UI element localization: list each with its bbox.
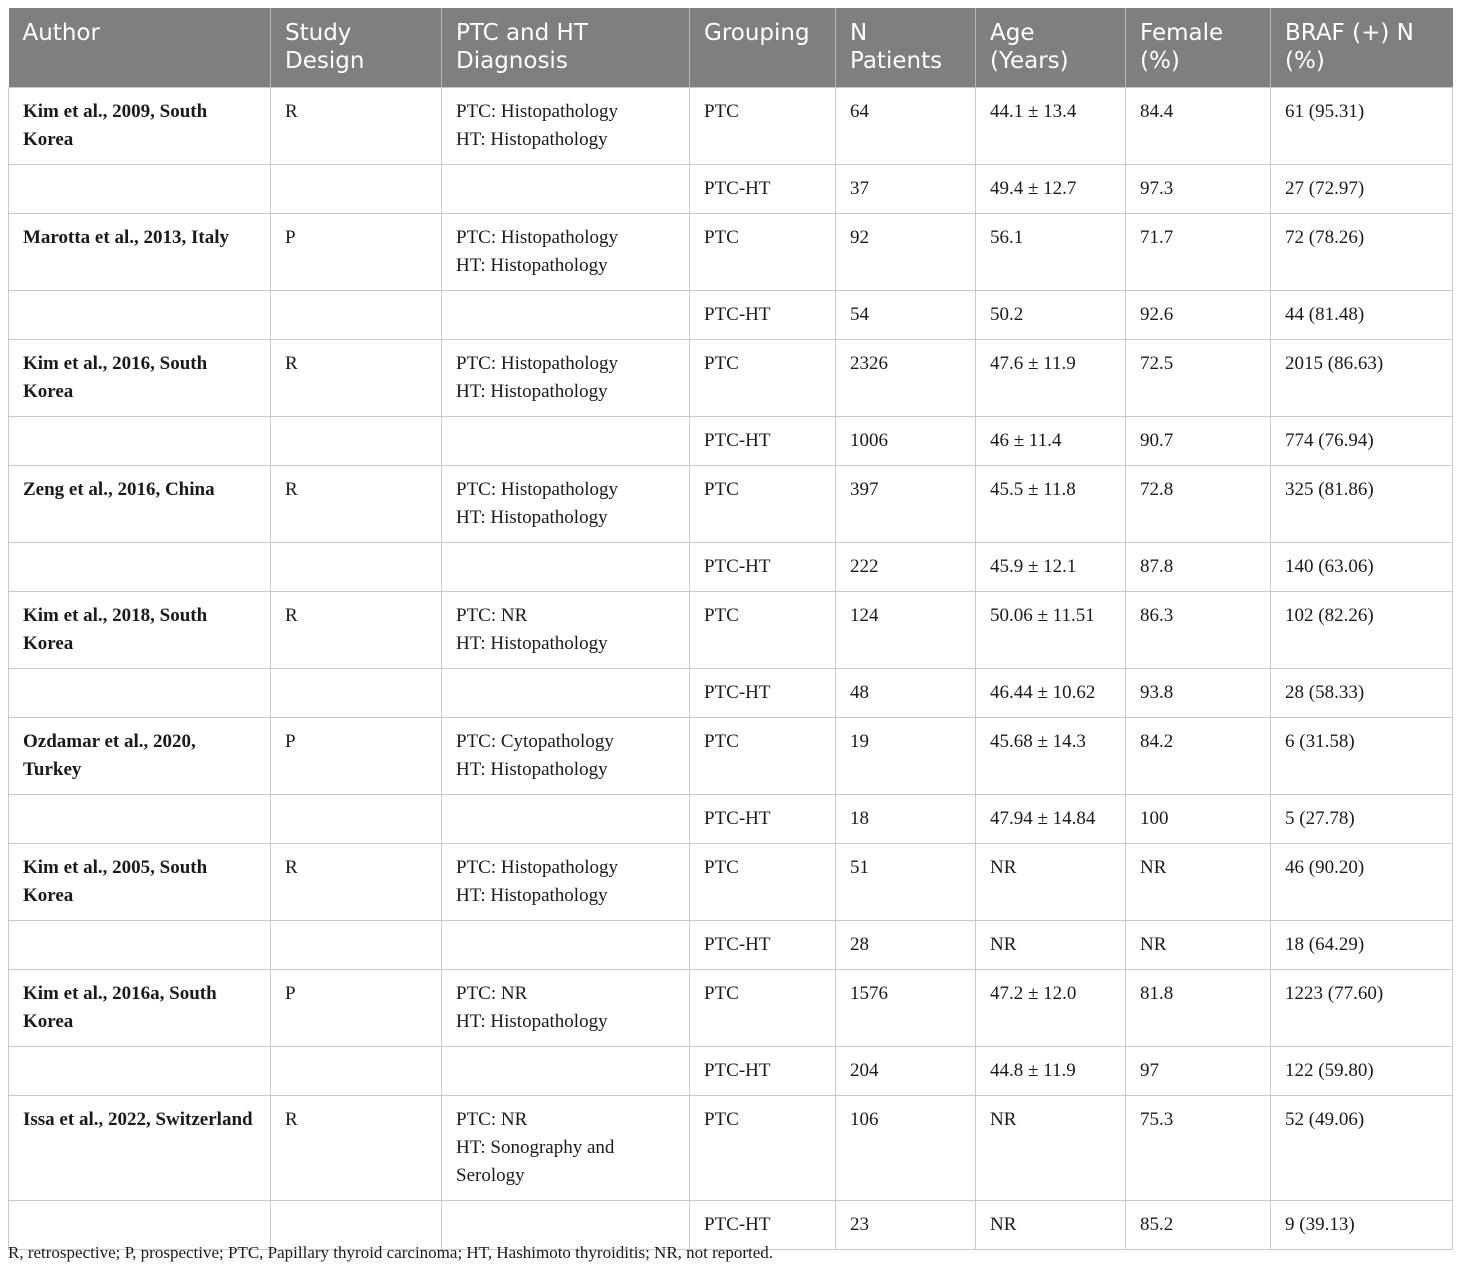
cell-female: 85.2 (1126, 1201, 1271, 1250)
cell-diagnosis (442, 592, 690, 669)
cell-diagnosis (442, 669, 690, 718)
cell-braf: 5 (27.78) (1271, 795, 1453, 844)
cell-n-patients: 23 (836, 1201, 976, 1250)
table-row (9, 795, 1453, 844)
cell-grouping: PTC-HT (690, 165, 836, 214)
cell-author (9, 543, 271, 592)
header-age: Age (Years) (976, 8, 1126, 88)
cell-braf: 122 (59.80) (1271, 1047, 1453, 1096)
cell-age: 46.44 ± 10.62 (976, 669, 1126, 718)
cell-braf: 44 (81.48) (1271, 291, 1453, 340)
cell-author (9, 669, 271, 718)
cell-author: Issa et al., 2022, Switzerland (9, 1096, 271, 1201)
cell-age: NR (976, 1201, 1126, 1250)
cell-study-design (271, 669, 442, 718)
cell-braf: 140 (63.06) (1271, 543, 1453, 592)
cell-diagnosis (442, 543, 690, 592)
cell-author: Kim et al., 2018, South Korea (9, 592, 271, 669)
cell-female: 81.8 (1126, 970, 1271, 1047)
header-braf: BRAF (+) N (%) (1271, 8, 1453, 88)
header-grouping: Grouping (690, 8, 836, 88)
cell-diagnosis (442, 844, 690, 921)
diagnosis-line: PTC: Histopathology (456, 353, 619, 374)
header-diagnosis: PTC and HT Diagnosis (442, 8, 690, 88)
cell-n-patients: 19 (836, 718, 976, 795)
cell-n-patients: 397 (836, 466, 976, 543)
cell-diagnosis (442, 795, 690, 844)
cell-author: Kim et al., 2016, South Korea (9, 340, 271, 417)
table-row (9, 165, 1453, 214)
cell-n-patients: 18 (836, 795, 976, 844)
table-row (9, 340, 1453, 417)
diagnosis-line: HT: Histopathology (456, 381, 608, 402)
cell-age: 50.06 ± 11.51 (976, 592, 1126, 669)
cell-braf: 18 (64.29) (1271, 921, 1453, 970)
cell-female: 97.3 (1126, 165, 1271, 214)
cell-study-design: R (271, 466, 442, 543)
cell-study-design: P (271, 970, 442, 1047)
cell-grouping: PTC-HT (690, 921, 836, 970)
cell-study-design: R (271, 844, 442, 921)
cell-female: 72.5 (1126, 340, 1271, 417)
cell-diagnosis (442, 214, 690, 291)
diagnosis-line: HT: Histopathology (456, 129, 608, 150)
cell-grouping: PTC-HT (690, 291, 836, 340)
cell-author: Ozdamar et al., 2020, Turkey (9, 718, 271, 795)
cell-female: 97 (1126, 1047, 1271, 1096)
cell-grouping: PTC-HT (690, 669, 836, 718)
table-row (9, 1096, 1453, 1201)
cell-grouping: PTC-HT (690, 543, 836, 592)
cell-grouping: PTC (690, 88, 836, 165)
diagnosis-line: PTC: Histopathology (456, 857, 619, 878)
cell-female: NR (1126, 921, 1271, 970)
cell-grouping: PTC-HT (690, 1047, 836, 1096)
cell-female: 92.6 (1126, 291, 1271, 340)
cell-diagnosis (442, 1096, 690, 1201)
cell-female: 86.3 (1126, 592, 1271, 669)
cell-age: NR (976, 844, 1126, 921)
cell-n-patients: 48 (836, 669, 976, 718)
cell-diagnosis (442, 88, 690, 165)
cell-author: Kim et al., 2016a, South Korea (9, 970, 271, 1047)
cell-study-design (271, 543, 442, 592)
diagnosis-line: PTC: Histopathology (456, 101, 619, 122)
cell-female: 75.3 (1126, 1096, 1271, 1201)
table-row (9, 543, 1453, 592)
cell-female: NR (1126, 844, 1271, 921)
cell-age: 50.2 (976, 291, 1126, 340)
cell-n-patients: 204 (836, 1047, 976, 1096)
cell-study-design (271, 165, 442, 214)
table-row (9, 592, 1453, 669)
cell-grouping: PTC (690, 1096, 836, 1201)
cell-study-design: R (271, 592, 442, 669)
cell-grouping: PTC-HT (690, 795, 836, 844)
cell-author: Kim et al., 2009, South Korea (9, 88, 271, 165)
diagnosis-line: PTC: Histopathology (456, 227, 619, 248)
cell-n-patients: 106 (836, 1096, 976, 1201)
cell-diagnosis (442, 165, 690, 214)
cell-age: NR (976, 921, 1126, 970)
diagnosis-line: HT: Sonography and Serology (456, 1137, 615, 1186)
cell-female: 84.4 (1126, 88, 1271, 165)
cell-author (9, 921, 271, 970)
diagnosis-line: HT: Histopathology (456, 1011, 608, 1032)
cell-age: 47.6 ± 11.9 (976, 340, 1126, 417)
cell-author (9, 1047, 271, 1096)
cell-study-design (271, 291, 442, 340)
cell-braf: 28 (58.33) (1271, 669, 1453, 718)
table-row (9, 417, 1453, 466)
cell-grouping: PTC (690, 466, 836, 543)
cell-diagnosis (442, 291, 690, 340)
cell-n-patients: 2326 (836, 340, 976, 417)
cell-author: Kim et al., 2005, South Korea (9, 844, 271, 921)
cell-female: 93.8 (1126, 669, 1271, 718)
cell-age: 47.94 ± 14.84 (976, 795, 1126, 844)
cell-n-patients: 37 (836, 165, 976, 214)
cell-age: 44.1 ± 13.4 (976, 88, 1126, 165)
cell-braf: 2015 (86.63) (1271, 340, 1453, 417)
table-row (9, 88, 1453, 165)
cell-grouping: PTC (690, 718, 836, 795)
cell-braf: 1223 (77.60) (1271, 970, 1453, 1047)
cell-study-design: R (271, 88, 442, 165)
diagnosis-line: HT: Histopathology (456, 507, 608, 528)
cell-author (9, 291, 271, 340)
cell-braf: 9 (39.13) (1271, 1201, 1453, 1250)
table-row (9, 970, 1453, 1047)
cell-grouping: PTC (690, 214, 836, 291)
header-female: Female (%) (1126, 8, 1271, 88)
cell-braf: 102 (82.26) (1271, 592, 1453, 669)
cell-braf: 72 (78.26) (1271, 214, 1453, 291)
cell-age: 46 ± 11.4 (976, 417, 1126, 466)
table-row (9, 669, 1453, 718)
cell-study-design (271, 1047, 442, 1096)
diagnosis-line: PTC: NR (456, 1109, 528, 1130)
cell-grouping: PTC (690, 844, 836, 921)
table-row (9, 466, 1453, 543)
study-characteristics-table-container (8, 8, 1452, 1250)
cell-braf: 6 (31.58) (1271, 718, 1453, 795)
cell-grouping: PTC (690, 970, 836, 1047)
cell-female: 84.2 (1126, 718, 1271, 795)
cell-study-design: P (271, 214, 442, 291)
table-row (9, 214, 1453, 291)
cell-author (9, 795, 271, 844)
diagnosis-line: HT: Histopathology (456, 885, 608, 906)
cell-age: 45.9 ± 12.1 (976, 543, 1126, 592)
cell-n-patients: 64 (836, 88, 976, 165)
cell-diagnosis (442, 1047, 690, 1096)
table-footnote: R, retrospective; P, prospective; PTC, Papillary thyroid carcinoma; HT, Hashimoto thyroiditis; NR, not reported. (8, 1243, 774, 1262)
diagnosis-line: PTC: Cytopathology (456, 731, 614, 752)
diagnosis-line: PTC: NR (456, 605, 528, 626)
cell-braf: 325 (81.86) (1271, 466, 1453, 543)
cell-study-design (271, 795, 442, 844)
cell-age: 49.4 ± 12.7 (976, 165, 1126, 214)
table-row (9, 844, 1453, 921)
diagnosis-line: PTC: NR (456, 983, 528, 1004)
table-body (9, 88, 1453, 1250)
table-row (9, 1047, 1453, 1096)
cell-author (9, 165, 271, 214)
cell-author: Marotta et al., 2013, Italy (9, 214, 271, 291)
cell-age: 47.2 ± 12.0 (976, 970, 1126, 1047)
cell-n-patients: 54 (836, 291, 976, 340)
cell-braf: 27 (72.97) (1271, 165, 1453, 214)
diagnosis-line: HT: Histopathology (456, 255, 608, 276)
cell-braf: 774 (76.94) (1271, 417, 1453, 466)
cell-diagnosis (442, 921, 690, 970)
cell-grouping: PTC-HT (690, 417, 836, 466)
cell-braf: 46 (90.20) (1271, 844, 1453, 921)
cell-n-patients: 124 (836, 592, 976, 669)
cell-grouping: PTC-HT (690, 1201, 836, 1250)
header-study-design: Study Design (271, 8, 442, 88)
cell-grouping: PTC (690, 340, 836, 417)
cell-diagnosis (442, 718, 690, 795)
cell-age: 44.8 ± 11.9 (976, 1047, 1126, 1096)
cell-n-patients: 1576 (836, 970, 976, 1047)
cell-age: NR (976, 1096, 1126, 1201)
cell-study-design: R (271, 340, 442, 417)
header-n-patients: N Patients (836, 8, 976, 88)
cell-n-patients: 51 (836, 844, 976, 921)
cell-n-patients: 28 (836, 921, 976, 970)
cell-female: 72.8 (1126, 466, 1271, 543)
diagnosis-line: PTC: Histopathology (456, 479, 619, 500)
cell-author (9, 417, 271, 466)
cell-braf: 52 (49.06) (1271, 1096, 1453, 1201)
table-header-row (9, 8, 1453, 88)
cell-braf: 61 (95.31) (1271, 88, 1453, 165)
cell-author: Zeng et al., 2016, China (9, 466, 271, 543)
study-characteristics-table (8, 8, 1453, 1250)
cell-diagnosis (442, 340, 690, 417)
cell-n-patients: 1006 (836, 417, 976, 466)
cell-female: 71.7 (1126, 214, 1271, 291)
cell-study-design (271, 417, 442, 466)
cell-diagnosis (442, 970, 690, 1047)
cell-study-design: R (271, 1096, 442, 1201)
cell-age: 45.5 ± 11.8 (976, 466, 1126, 543)
table-row (9, 921, 1453, 970)
cell-age: 45.68 ± 14.3 (976, 718, 1126, 795)
cell-female: 90.7 (1126, 417, 1271, 466)
cell-study-design (271, 921, 442, 970)
diagnosis-line: HT: Histopathology (456, 759, 608, 780)
cell-diagnosis (442, 466, 690, 543)
diagnosis-line: HT: Histopathology (456, 633, 608, 654)
cell-study-design: P (271, 718, 442, 795)
table-row (9, 291, 1453, 340)
header-author: Author (9, 8, 271, 88)
cell-female: 100 (1126, 795, 1271, 844)
cell-grouping: PTC (690, 592, 836, 669)
cell-age: 56.1 (976, 214, 1126, 291)
cell-n-patients: 92 (836, 214, 976, 291)
table-row (9, 718, 1453, 795)
cell-n-patients: 222 (836, 543, 976, 592)
cell-female: 87.8 (1126, 543, 1271, 592)
cell-diagnosis (442, 417, 690, 466)
